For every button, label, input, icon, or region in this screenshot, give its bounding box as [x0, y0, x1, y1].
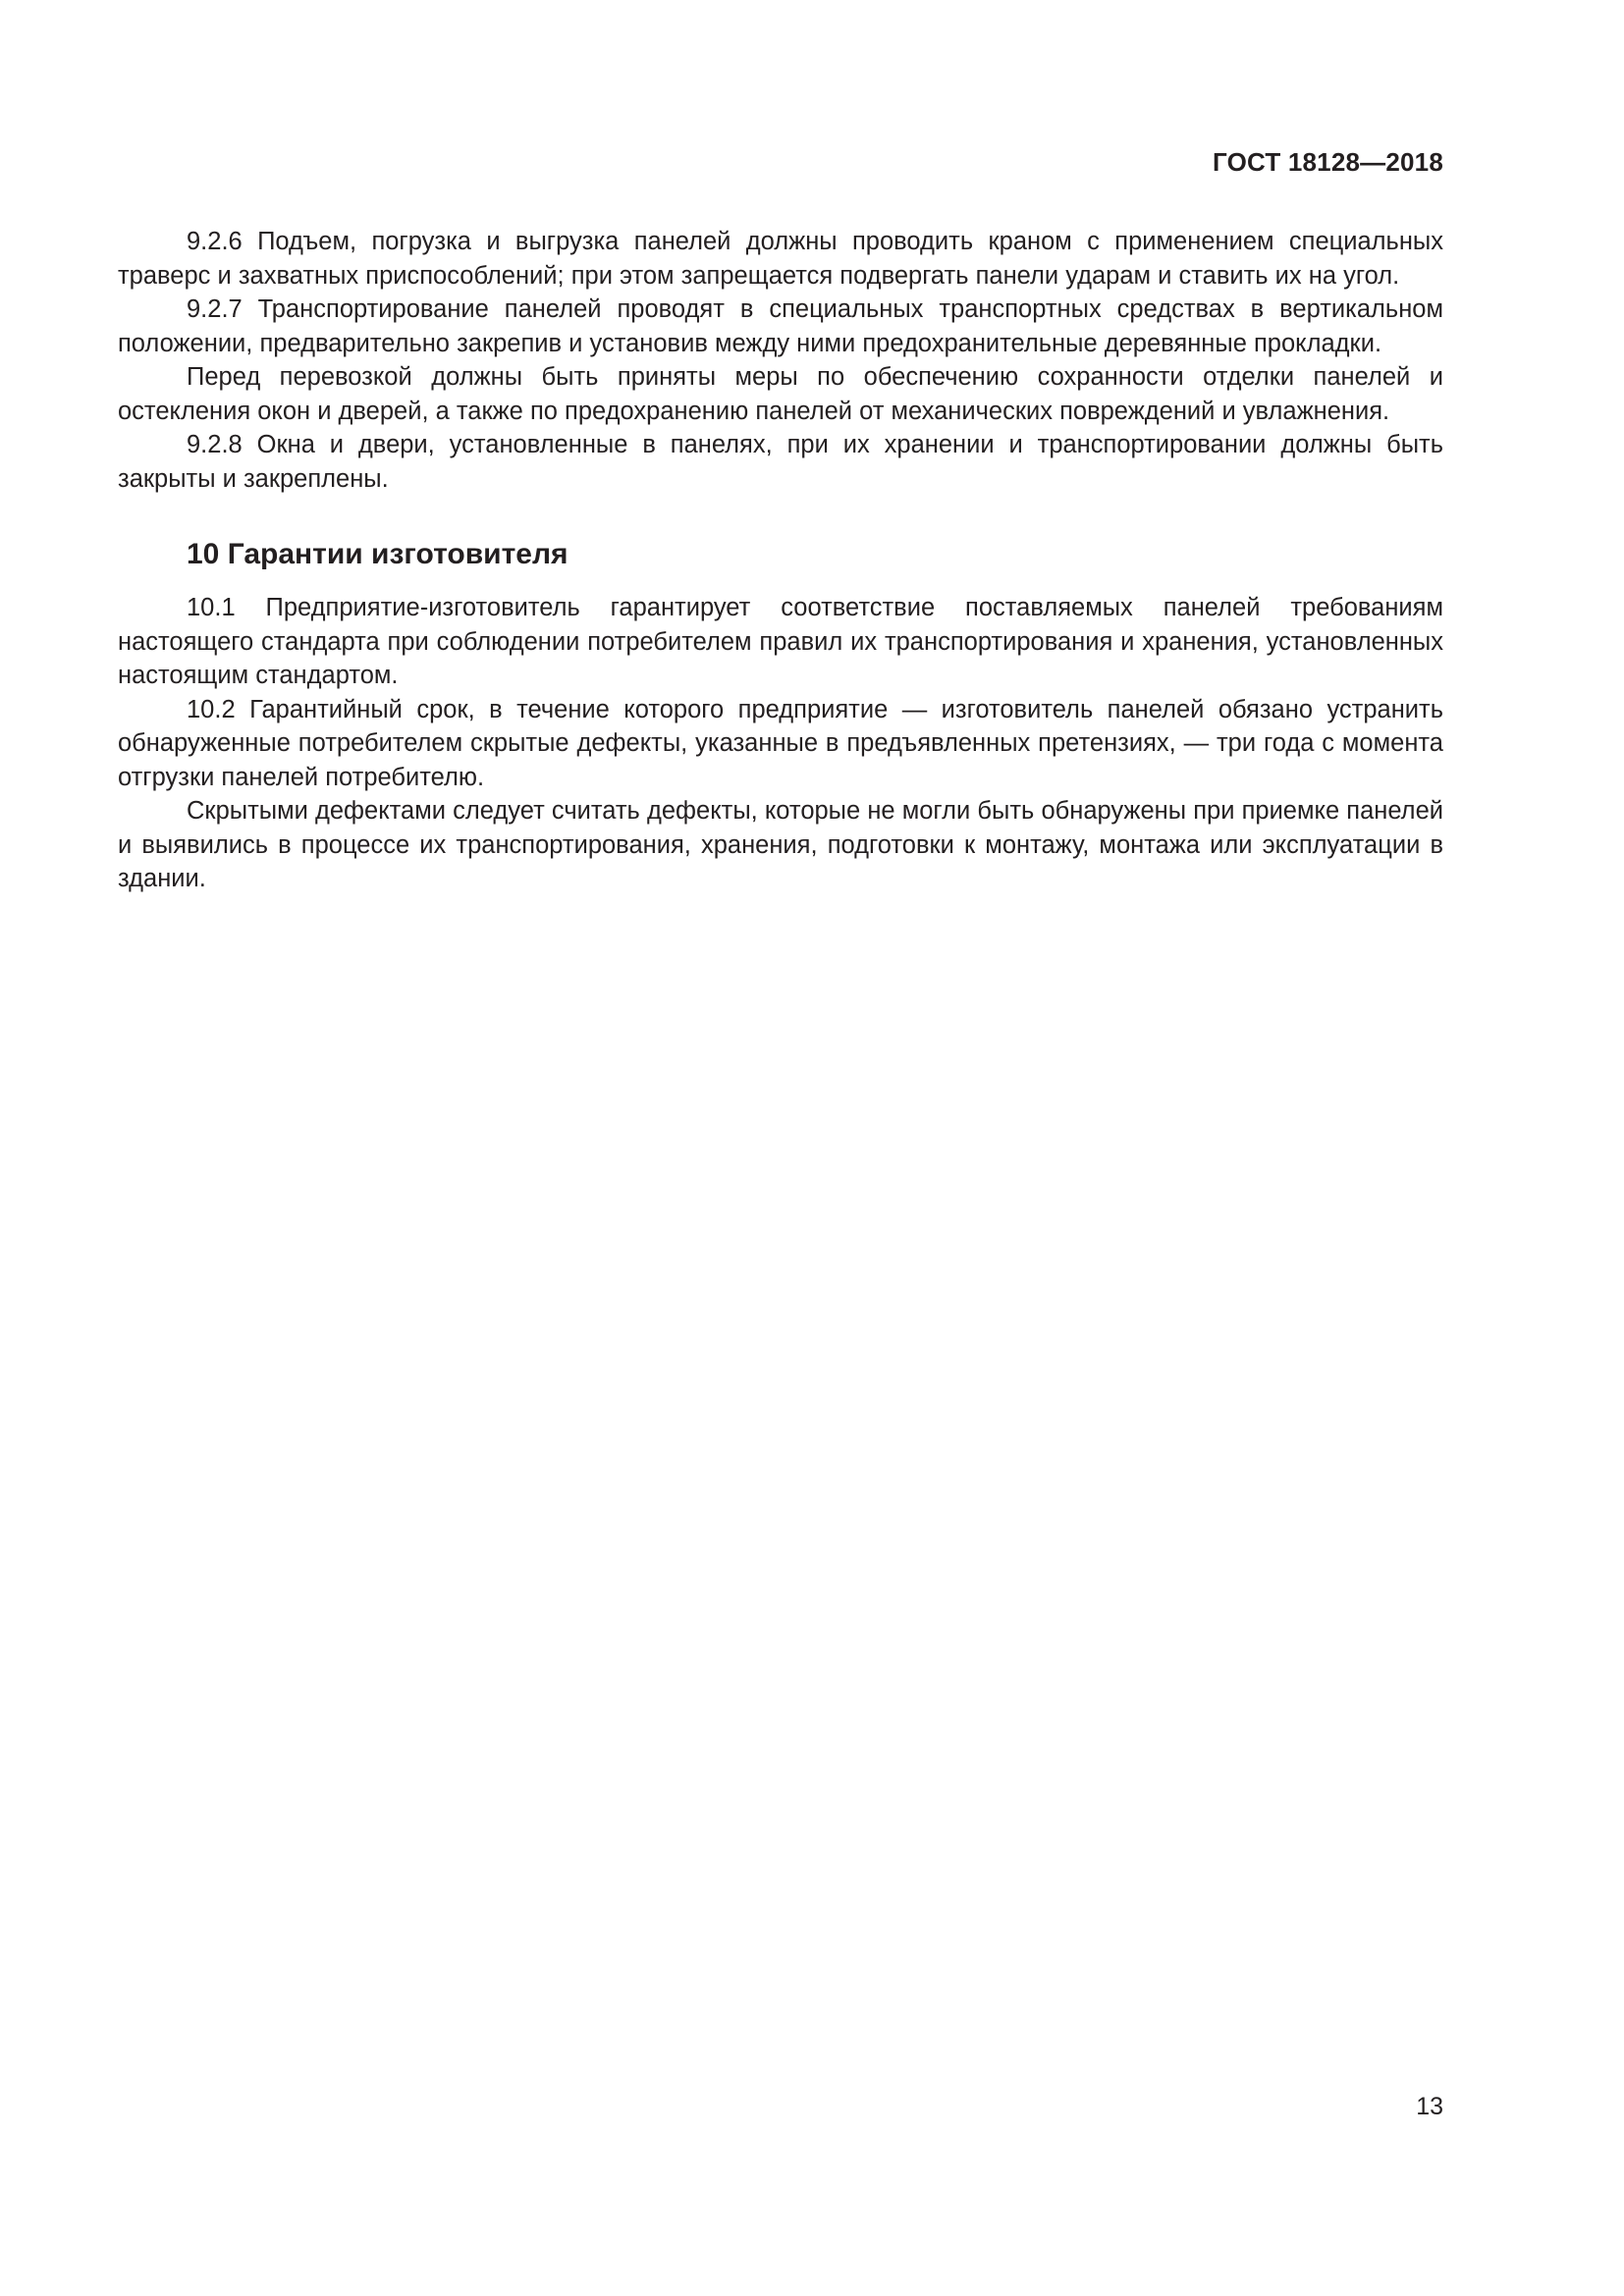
- paragraph-hidden-defects: Скрытыми дефектами следует считать дефекты, которые не могли быть обнаружены при приемке панелей и выявились в процессе их транспортирования, хранения, подготовки к монтажу, монтажа или эксплуатации в здании.: [118, 797, 1443, 892]
- paragraph-10-1: 10.1 Предприятие-изготовитель гарантирует соответствие поставляемых панелей требованиям настоящего стандарта при соблюдении потребителем правил их транспортирования и хранения, установленных настоящим стандартом.: [118, 594, 1443, 689]
- paragraph-transport-precautions: Перед перевозкой должны быть приняты меры по обеспечению сохранности отделки панелей и остекления окон и дверей, а также по предохранению панелей от механических повреждений и увлажнения.: [118, 363, 1443, 425]
- paragraph-9-2-6: 9.2.6 Подъем, погрузка и выгрузка панелей должны проводить краном с применением специальных траверс и захватных приспособлений; при этом запрещается подвергать панели ударам и ставить их на угол.: [118, 228, 1443, 290]
- paragraph-10-2: 10.2 Гарантийный срок, в течение которого предприятие — изготовитель панелей обязано устранить обнаруженные потребителем скрытые дефекты, указанные в предъявленных претензиях, — три года с момента отгрузки панелей потребителю.: [118, 695, 1443, 791]
- page-number: 13: [1416, 2093, 1443, 2120]
- paragraph-9-2-7: 9.2.7 Транспортирование панелей проводят в специальных транспортных средствах в вертикальном положении, предварительно закрепив и установив между ними предохранительные деревянные прокладки.: [118, 295, 1443, 357]
- document-code-header: ГОСТ 18128—2018: [1213, 147, 1443, 177]
- page-content: [118, 225, 1443, 896]
- paragraph-9-2-8: 9.2.8 Окна и двери, установленные в панелях, при их хранении и транспортировании должны быть закрыты и закреплены.: [118, 431, 1443, 493]
- section-heading-10: 10 Гарантии изготовителя: [187, 538, 568, 570]
